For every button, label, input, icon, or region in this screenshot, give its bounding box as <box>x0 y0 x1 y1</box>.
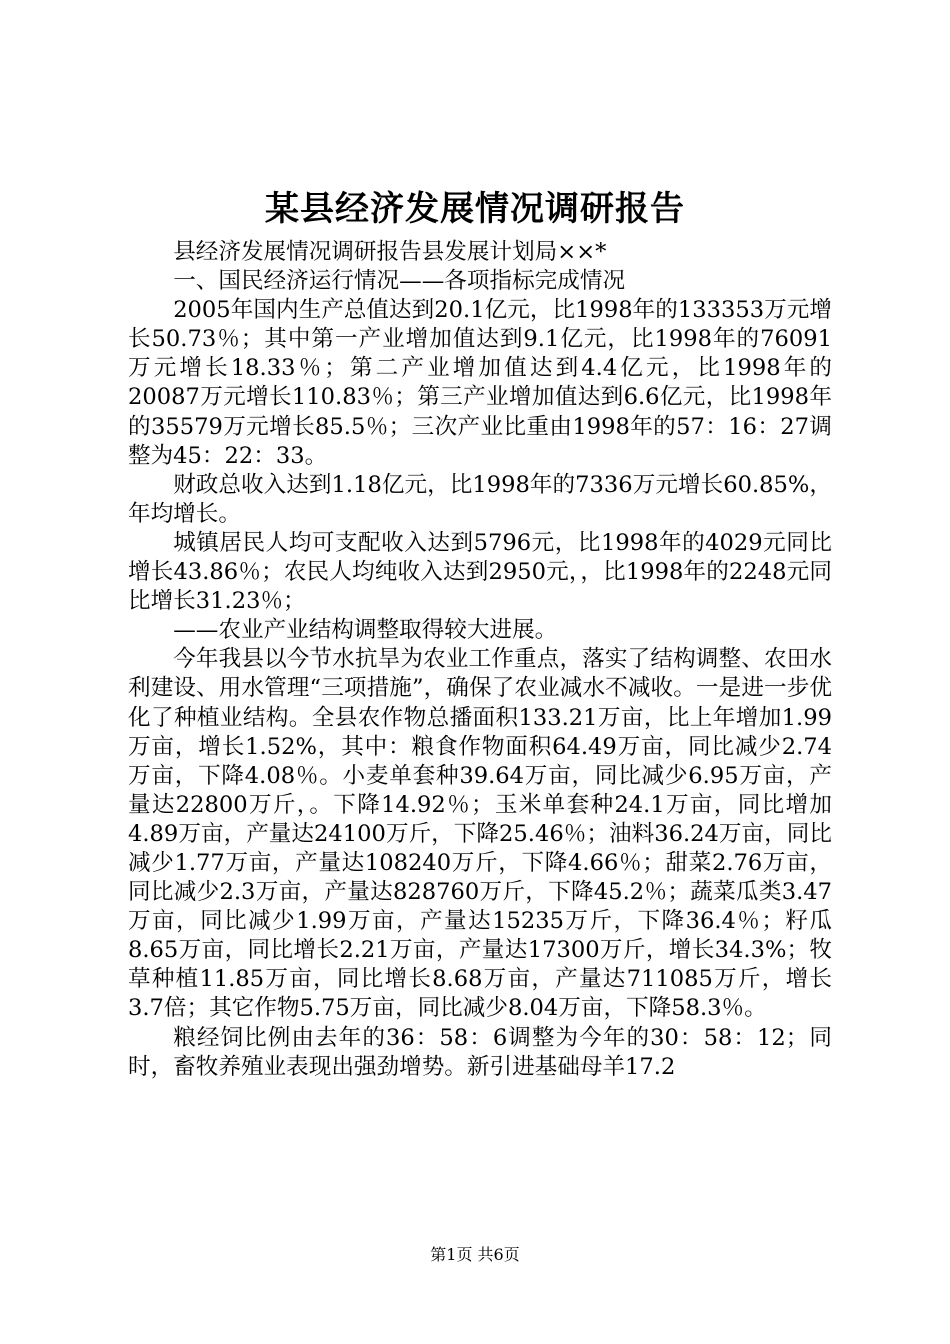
paragraph-income: 城镇居民人均可支配收入达到5796元，比1998年的4029元同比增长43.86％；农民人均纯收入达到2950元，，比1998年的2248元同比增长31.23％； <box>128 529 832 615</box>
paragraph-agriculture-heading: ——农业产业结构调整取得较大进展。 <box>173 617 558 644</box>
paragraph-section-heading: 一、国民经济运行情况——各项指标完成情况 <box>173 268 626 295</box>
page-number-footer: 第1页 共6页 <box>430 1245 520 1264</box>
paragraph-livestock: 粮经饲比例由去年的36：58：6调整为今年的30：58：12；同时，畜牧养殖业表现出强劲增势。新引进基础母羊17.2 <box>128 1024 832 1080</box>
paragraph-gdp: 2005年国内生产总值达到20.1亿元，比1998年的133353万元增长50.73％；其中第一产业增加值达到9.1亿元，比1998年的76091万元增长18.33％；第二产业增加值达到4.4亿元，比1998年的20087万元增长110.83％；第三产业增加值达到6.6亿元，比1998年的35579万元增长85.5％；三次产业比重由1998年的57：16：27调整为45：22：33。 <box>128 297 832 469</box>
paragraph-subtitle: 县经济发展情况调研报告县发展计划局××* <box>173 239 607 265</box>
paragraph-crop-structure: 今年我县以今节水抗旱为农业工作重点，落实了结构调整、农田水利建设、用水管理“三项措施”，确保了农业减水不减收。一是进一步优化了种植业结构。全县农作物总播面积133.21万亩，比上年增加1.99万亩，增长1.52%，其中：粮食作物面积64.49万亩，同比减少2.74万亩，下降4.08％。小麦单套种39.64万亩，同比减少6.95万亩，产量达22800万斤，。下降14.92％；玉米单套种24.1万亩，同比增加4.89万亩，产量达24100万斤，下降25.46％；油料36.24万亩，同比减少1.77万亩，产量达108240万斤，下降4.66％；甜菜2.76万亩，同比减少2.3万亩，产量达828760万斤，下降45.2％；蔬菜瓜类3.47万亩，同比减少1.99万亩，产量达15235万斤，下降36.4％；籽瓜8.65万亩，同比增长2.21万亩，产量达17300万斤，增长34.3%；牧草种植11.85万亩，同比增长8.68万亩，产量达711085万斤，增长3.7倍；其它作物5.75万亩，同比减少8.04万亩，下降58.3％。 <box>128 646 832 1022</box>
document-title: 某县经济发展情况调研报告 <box>265 189 685 229</box>
paragraph-fiscal-revenue: 财政总收入达到1.18亿元，比1998年的7336万元增长60.85%，年均增长。 <box>128 471 832 527</box>
document-body <box>128 238 832 1082</box>
